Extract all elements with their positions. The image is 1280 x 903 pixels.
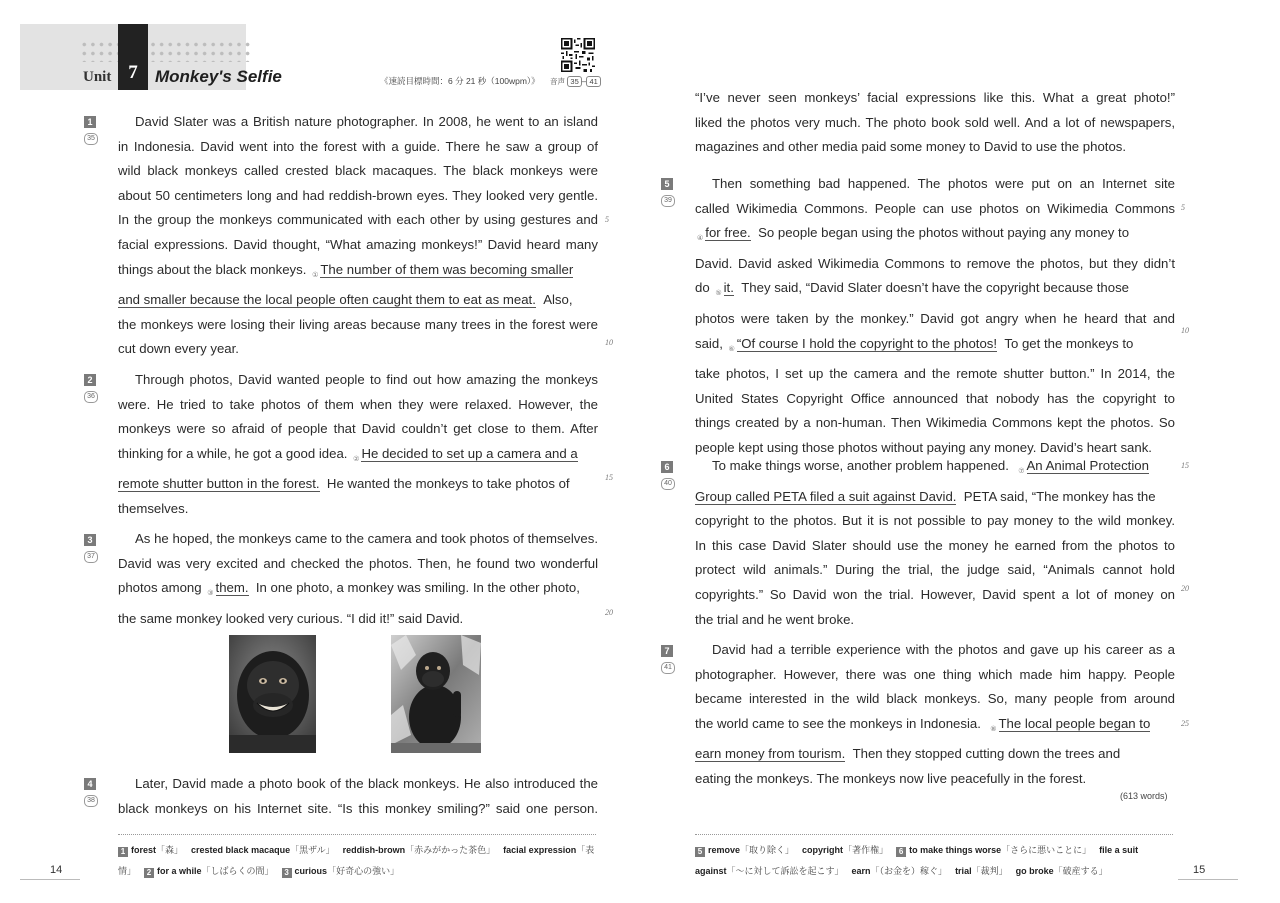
- text-line: Then something bad happened. The photos were put on an Internet site: [712, 176, 1175, 191]
- line-number: 5: [605, 215, 609, 224]
- text-line: magazines and other media paid some money to David to use the photos.: [695, 139, 1127, 155]
- text-line: In the group the monkeys communicated with each other by using gestures and: [118, 212, 598, 228]
- text-line: were. He tried to take photos of them when they were relaxed. However, the: [118, 396, 598, 412]
- underlined-passage: “Of course I hold the copyright to the photos!: [736, 335, 998, 351]
- reading-time: 《速読目標時間：6 分 21 秒（100wpm）》: [380, 76, 540, 86]
- monkey-curious-photo: [391, 635, 481, 753]
- text-line: David Slater was a British nature photographer. In 2008, he went to an island: [135, 114, 598, 129]
- glossary-meaning: 「破産する」: [1053, 866, 1108, 876]
- glossary-meaning: 「好奇心の強い」: [327, 866, 400, 876]
- text-line: facial expressions. David thought, “What amazing monkeys!” David heard many: [118, 236, 598, 252]
- text-line: So people began using the photos without paying any money to: [758, 225, 1130, 241]
- paragraph-3: [118, 527, 598, 631]
- unit-label: Unit: [83, 69, 112, 85]
- paragraph-4: [118, 772, 598, 821]
- text-line: black monkeys on his Internet site. “Is this monkey smiling?” said one person.: [118, 800, 598, 816]
- audio-track-badge[interactable]: 37: [84, 551, 98, 563]
- glossary-term: facial expression: [503, 845, 577, 855]
- text-line: themselves.: [118, 500, 189, 516]
- text-line: called Wikimedia Commons. People can use photos on Wikimedia Commons: [695, 200, 1175, 216]
- text-line: cut down every year.: [118, 341, 239, 357]
- glossary-meaning: 「裁判」: [971, 866, 1008, 876]
- text-line: became interested in the wild black monkeys. So, many people from around: [695, 691, 1175, 707]
- text-line: wild black monkeys called crested black macaques. The black monkeys were: [118, 163, 598, 179]
- glossary-term: go broke: [1015, 866, 1054, 876]
- underlined-passage: An Animal Protection: [1026, 458, 1149, 473]
- underlined-passage: The number of them was becoming smaller: [320, 261, 574, 277]
- unit-number: 7: [128, 62, 138, 83]
- audio-track-badge[interactable]: 36: [84, 391, 98, 403]
- audio-dash: –: [581, 76, 587, 86]
- paragraph-6: [695, 454, 1175, 632]
- text-line: copyright to the photos. But it is not possible to pay money to the wild monkey.: [695, 513, 1175, 529]
- line-number: 25: [1181, 719, 1189, 728]
- paragraph-number: 4: [84, 778, 96, 790]
- glossary-right: [695, 840, 1175, 882]
- text-line: He wanted the monkeys to take photos of: [326, 476, 570, 492]
- glossary-term: against: [695, 866, 727, 876]
- underlined-passage: He decided to set up a camera and a: [361, 445, 578, 461]
- folio-rule: [1178, 879, 1238, 880]
- text-line: Also,: [543, 292, 573, 308]
- glossary-paragraph-number: 5: [695, 847, 705, 857]
- paragraph-number: 5: [661, 178, 673, 190]
- text-line: in Indonesia. David went into the forest with a guide. There he saw a group of: [118, 138, 598, 154]
- text-line: liked the photos very much. The photo book sold well. And a lot of newspapers,: [695, 114, 1175, 130]
- question-marker: ⑤: [715, 290, 722, 298]
- paragraph-number: 3: [84, 534, 96, 546]
- underlined-passage: remote shutter button in the forest.: [118, 476, 320, 492]
- glossary-meaning: 「赤みがかった茶色」: [405, 845, 496, 855]
- paragraph-number: 7: [661, 645, 673, 657]
- audio-track-badge[interactable]: 39: [661, 195, 675, 207]
- text-line: PETA said, “The monkey has the: [963, 488, 1156, 504]
- text-line: photographer. However, there was one thing which made him happy. People: [695, 666, 1175, 682]
- text-line: the trial and he went broke.: [695, 611, 855, 627]
- text-line: things about the black monkeys.: [118, 261, 307, 277]
- glossary-meaning: 「森」: [156, 845, 184, 855]
- text-line: the monkeys were losing their living areas because many trees in the forest were: [118, 316, 598, 332]
- text-line: David had a terrible experience with the photos and gave up his career as a: [712, 642, 1175, 657]
- audio-track-to[interactable]: 41: [586, 76, 600, 87]
- text-line: To make things worse, another problem happened.: [712, 458, 1009, 473]
- glossary-term: remove: [708, 845, 741, 855]
- glossary-meaning: 「～に対して訴訟を起こす」: [726, 866, 844, 876]
- glossary-meaning: 「取り除く」: [740, 845, 795, 855]
- paragraph-number: 1: [84, 116, 96, 128]
- audio-track-badge[interactable]: 35: [84, 133, 98, 145]
- line-number: 20: [1181, 584, 1189, 593]
- line-number: 10: [605, 338, 613, 347]
- glossary-divider: [118, 834, 596, 835]
- text-line: photos were taken by the monkey.” David got angry when he heard that and: [695, 310, 1175, 326]
- page-number-left: 14: [50, 864, 63, 876]
- glossary-term: forest: [131, 845, 157, 855]
- question-marker: ④: [697, 235, 704, 243]
- glossary-paragraph-number: 1: [118, 847, 128, 857]
- paragraph-number: 2: [84, 374, 96, 386]
- question-marker: ⑥: [728, 345, 735, 353]
- text-line: As he hoped, the monkeys came to the camera and took photos of themselves.: [135, 531, 598, 546]
- unit-title: Monkey's Selfie: [155, 67, 282, 86]
- text-line: David was very excited and checked the photos. Then, he found two wonderful: [118, 555, 598, 571]
- underlined-passage: Group called PETA filed a suit against David.: [695, 488, 957, 504]
- glossary-term: for a while: [157, 866, 202, 876]
- text-line: the same monkey looked very curious. “I did it!” said David.: [118, 610, 464, 626]
- qr-code-icon[interactable]: [561, 38, 595, 72]
- text-line: protect wild animals.” During the trial, the judge said, “Animals cannot hold: [695, 562, 1175, 578]
- word-count: (613 words): [1120, 791, 1168, 801]
- folio-rule: [20, 879, 80, 880]
- paragraph-7: [695, 638, 1175, 792]
- text-line: do: [695, 280, 710, 296]
- text-line: take photos, I set up the camera and the remote shutter button.” In 2014, the: [695, 366, 1175, 382]
- audio-track-badge[interactable]: 41: [661, 662, 675, 674]
- paragraph-2: [118, 368, 598, 522]
- glossary-term: curious: [294, 866, 328, 876]
- paragraph-5: [695, 172, 1175, 461]
- glossary-term: file a suit: [1099, 845, 1139, 855]
- glossary-paragraph-number: 6: [896, 847, 906, 857]
- underlined-passage: and smaller because the local people often caught them to eat as meat.: [118, 292, 536, 308]
- question-marker: ⑧: [990, 725, 997, 733]
- right-page: [640, 0, 1280, 903]
- text-line: In one photo, a monkey was smiling. In the other photo,: [255, 580, 580, 596]
- question-marker: ③: [207, 590, 214, 598]
- glossary-term: trial: [955, 866, 972, 876]
- glossary-term: earn: [851, 866, 871, 876]
- glossary-divider: [695, 834, 1173, 835]
- glossary-paragraph-number: 3: [282, 868, 292, 878]
- glossary-meaning: 「黒ザル」: [290, 845, 335, 855]
- reading-time-note: [380, 75, 601, 87]
- paragraph-number: 6: [661, 461, 673, 473]
- audio-track-badge[interactable]: 40: [661, 478, 675, 490]
- line-number: 10: [1181, 326, 1189, 335]
- underlined-passage: them.: [215, 580, 249, 596]
- text-line: photos among: [118, 580, 202, 596]
- glossary-term: copyright: [802, 845, 844, 855]
- paragraph-1: [118, 110, 598, 362]
- glossary-term: to make things worse: [909, 845, 1002, 855]
- text-line: the world came to see the monkeys in Indonesia.: [695, 715, 981, 731]
- text-line: about 50 centimeters long and had reddish-brown eyes. They looked very gentle.: [118, 187, 598, 203]
- glossary-meaning: 「しばらくの間」: [201, 866, 274, 876]
- glossary-term: reddish-brown: [342, 845, 406, 855]
- line-number: 20: [605, 608, 613, 617]
- glossary-meaning: 「さらに悪いことに」: [1001, 845, 1092, 855]
- text-line: people kept using those photos without paying any money. David’s heart sank.: [695, 439, 1152, 455]
- text-line: monkeys were so afraid of people that David couldn’t get close to them. After: [118, 421, 598, 437]
- glossary-paragraph-number: 2: [144, 868, 154, 878]
- text-line: said,: [695, 335, 723, 351]
- text-line: “I’ve never seen monkeys’ facial expressions like this. What a great photo!”: [695, 90, 1175, 105]
- audio-track-from[interactable]: 35: [567, 76, 581, 87]
- glossary-left: [118, 840, 598, 882]
- text-line: Then they stopped cutting down the trees and: [852, 746, 1121, 762]
- text-line: United States Copyright Office announced that nobody has the copyright to: [695, 390, 1175, 406]
- header-dot-pattern: [80, 40, 250, 62]
- text-line: In this case David Slater should use the money he earned from the photos to: [695, 537, 1175, 553]
- text-line: thinking for a while, he got a good idea.: [118, 445, 348, 461]
- underlined-passage: The local people began to: [998, 715, 1151, 731]
- question-marker: ①: [312, 271, 319, 279]
- glossary-meaning: 「表: [576, 845, 595, 855]
- page-number-right: 15: [1193, 864, 1206, 876]
- audio-track-badge[interactable]: 38: [84, 795, 98, 807]
- line-number: 15: [1181, 461, 1189, 470]
- line-number: 15: [605, 473, 613, 482]
- paragraph-4-continued: [695, 86, 1175, 160]
- monkey-smiling-photo: [229, 635, 316, 753]
- glossary-meaning: 情」: [118, 866, 137, 876]
- underlined-passage: for free.: [705, 225, 751, 241]
- text-line: Through photos, David wanted people to find out how amazing the monkeys: [135, 372, 598, 387]
- text-line: They said, “David Slater doesn’t have the copyright because those: [741, 280, 1130, 296]
- underlined-passage: it.: [723, 280, 734, 296]
- underlined-passage: earn money from tourism.: [695, 746, 846, 762]
- question-marker: ⑦: [1018, 468, 1025, 475]
- text-line: David. David asked Wikimedia Commons to remove the photos, but they didn’t: [695, 255, 1175, 271]
- line-number: 5: [1181, 203, 1185, 212]
- text-line: To get the monkeys to: [1004, 335, 1134, 351]
- text-line: eating the monkeys. The monkeys now live peacefully in the forest.: [695, 770, 1087, 786]
- audio-label: 音声: [550, 77, 566, 86]
- glossary-meaning: 「著作権」: [843, 845, 889, 855]
- text-line: things created by a non-human. Then Wikimedia Commons kept the photos. So: [695, 415, 1175, 431]
- glossary-meaning: 「（お金を）稼ぐ」: [870, 866, 948, 876]
- question-marker: ②: [353, 455, 360, 463]
- text-line: Later, David made a photo book of the black monkeys. He also introduced the: [135, 776, 598, 791]
- text-line: copyrights.” So David won the trial. However, David spent a lot of money on: [695, 586, 1175, 602]
- glossary-term: crested black macaque: [191, 845, 291, 855]
